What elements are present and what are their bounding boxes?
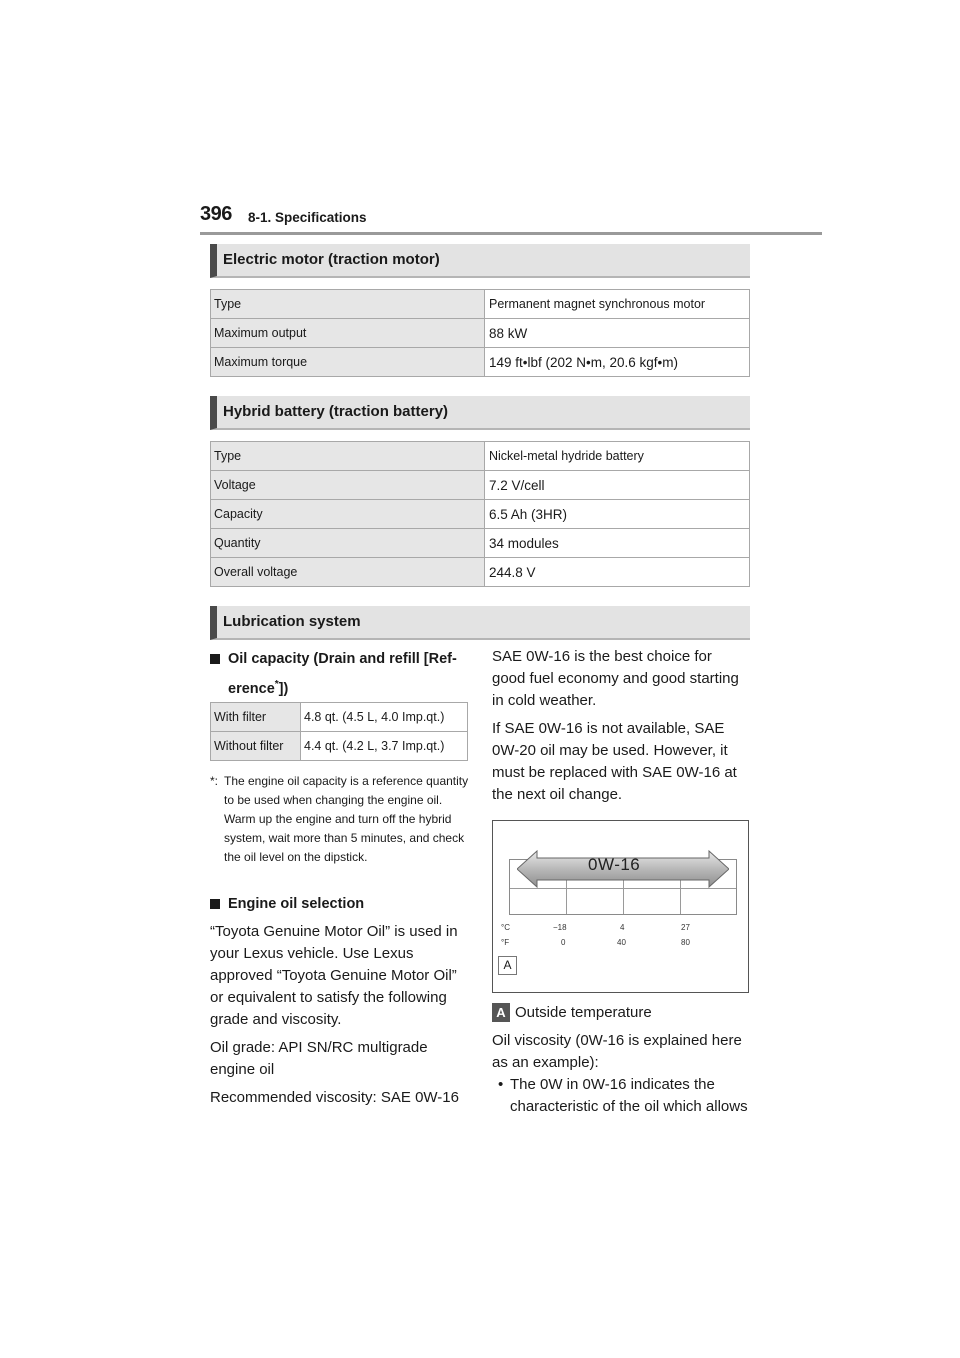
electric-motor-heading xyxy=(210,244,750,278)
oil-capacity-heading xyxy=(210,646,472,702)
alternative-oil-paragraph: If SAE 0W-16 is not available, SAE 0W-20 oil may be used. However, it must be replaced with SAE 0W-16 at the next oil change. xyxy=(492,720,737,803)
row-label: Maximum torque xyxy=(211,348,485,377)
legend-text: Outside temperature xyxy=(515,1004,652,1021)
row-label: Capacity xyxy=(211,500,485,529)
page-number: 396 xyxy=(200,203,232,225)
table-row xyxy=(211,500,750,529)
section-title: 8-1. Specifications xyxy=(248,210,367,225)
viscosity-chart-figure xyxy=(492,820,749,993)
celsius-tick: 4 xyxy=(620,923,625,932)
row-value: 149 ft•lbf (202 N•m, 20.6 kgf•m) xyxy=(485,348,750,377)
viscosity-bullet xyxy=(492,1074,748,1118)
hybrid-battery-heading-text: Hybrid battery (traction battery) xyxy=(223,403,449,420)
oil-selection-paragraph: “Toyota Genuine Motor Oil” is used in your Lexus vehicle. Use Lexus approved “Toyota Genuine Motor Oil” or equivalent to satisfy the following grade and viscosity. xyxy=(210,923,458,1028)
table-row xyxy=(211,442,750,471)
row-label: Quantity xyxy=(211,529,485,558)
oil-selection-title: Engine oil selection xyxy=(228,896,365,912)
table-row xyxy=(211,529,750,558)
table-row xyxy=(211,703,468,732)
row-value: 88 kW xyxy=(485,319,750,348)
legend-badge-a: A xyxy=(492,1003,510,1022)
row-value: Nickel-metal hydride battery xyxy=(485,442,750,471)
footnote-marker: *: xyxy=(210,774,219,788)
footnote-text: The engine oil capacity is a reference quantity to be used when changing the engine oil. Warm up the engine and turn off the hybrid system, wait more than 5 minutes, and check the oil level on the dipstick. xyxy=(224,774,469,864)
row-value: 7.2 V/cell xyxy=(485,471,750,500)
oil-capacity-table xyxy=(210,702,468,761)
row-label: With filter xyxy=(211,703,301,732)
oil-grade-text: Oil grade: API SN/RC multigrade engine oil xyxy=(210,1039,428,1078)
square-bullet-icon xyxy=(210,899,220,909)
row-value: Permanent magnet synchronous motor xyxy=(485,290,750,319)
celsius-tick: 27 xyxy=(681,923,690,932)
table-row xyxy=(211,558,750,587)
row-value: 4.4 qt. (4.2 L, 3.7 Imp.qt.) xyxy=(301,732,468,761)
lubrication-heading-text: Lubrication system xyxy=(223,613,361,630)
hybrid-battery-heading xyxy=(210,396,750,430)
fahrenheit-tick: 0 xyxy=(561,938,566,947)
square-bullet-icon xyxy=(210,654,220,664)
bullet-dot: • xyxy=(498,1076,504,1093)
row-label: Maximum output xyxy=(211,319,485,348)
table-row xyxy=(211,319,750,348)
best-choice-paragraph: SAE 0W-16 is the best choice for good fuel economy and good starting in cold weather. xyxy=(492,648,739,709)
figure-callout-a: A xyxy=(498,956,517,975)
fahrenheit-unit: °F xyxy=(501,938,510,947)
fahrenheit-tick: 40 xyxy=(617,938,626,947)
row-value: 34 modules xyxy=(485,529,750,558)
oil-capacity-title-word: erence xyxy=(228,680,275,697)
row-label: Without filter xyxy=(211,732,301,761)
table-row xyxy=(211,348,750,377)
oil-capacity-title-end: ]) xyxy=(278,680,289,697)
bullet-text: The 0W in 0W-16 indicates the characteristic of the oil which allows xyxy=(510,1076,748,1115)
footnote xyxy=(210,772,470,867)
electric-motor-table xyxy=(210,289,750,377)
table-row xyxy=(211,290,750,319)
celsius-unit: °C xyxy=(501,923,510,932)
row-label: Type xyxy=(211,442,485,471)
oil-capacity-title-line1: Oil capacity (Drain and refill [Ref- xyxy=(228,651,457,667)
page-header xyxy=(200,203,822,235)
row-label: Type xyxy=(211,290,485,319)
oil-selection-heading xyxy=(210,891,472,917)
hybrid-battery-table xyxy=(210,441,750,587)
oil-capacity-title-line2 xyxy=(210,672,472,702)
table-row xyxy=(211,732,468,761)
footnote-mark: * xyxy=(274,679,279,690)
row-label: Voltage xyxy=(211,471,485,500)
row-label: Overall voltage xyxy=(211,558,485,587)
row-value: 244.8 V xyxy=(485,558,750,587)
recommended-viscosity-text: Recommended viscosity: SAE 0W-16 xyxy=(210,1089,459,1106)
row-value: 4.8 qt. (4.5 L, 4.0 Imp.qt.) xyxy=(301,703,468,732)
table-row xyxy=(211,471,750,500)
celsius-tick: −18 xyxy=(553,923,567,932)
fahrenheit-tick: 80 xyxy=(681,938,690,947)
viscosity-grade-label: 0W-16 xyxy=(588,855,641,874)
viscosity-intro: Oil viscosity (0W-16 is explained here as an example): xyxy=(492,1032,742,1071)
electric-motor-heading-text: Electric motor (traction motor) xyxy=(223,251,440,268)
lubrication-heading xyxy=(210,606,750,640)
row-value: 6.5 Ah (3HR) xyxy=(485,500,750,529)
